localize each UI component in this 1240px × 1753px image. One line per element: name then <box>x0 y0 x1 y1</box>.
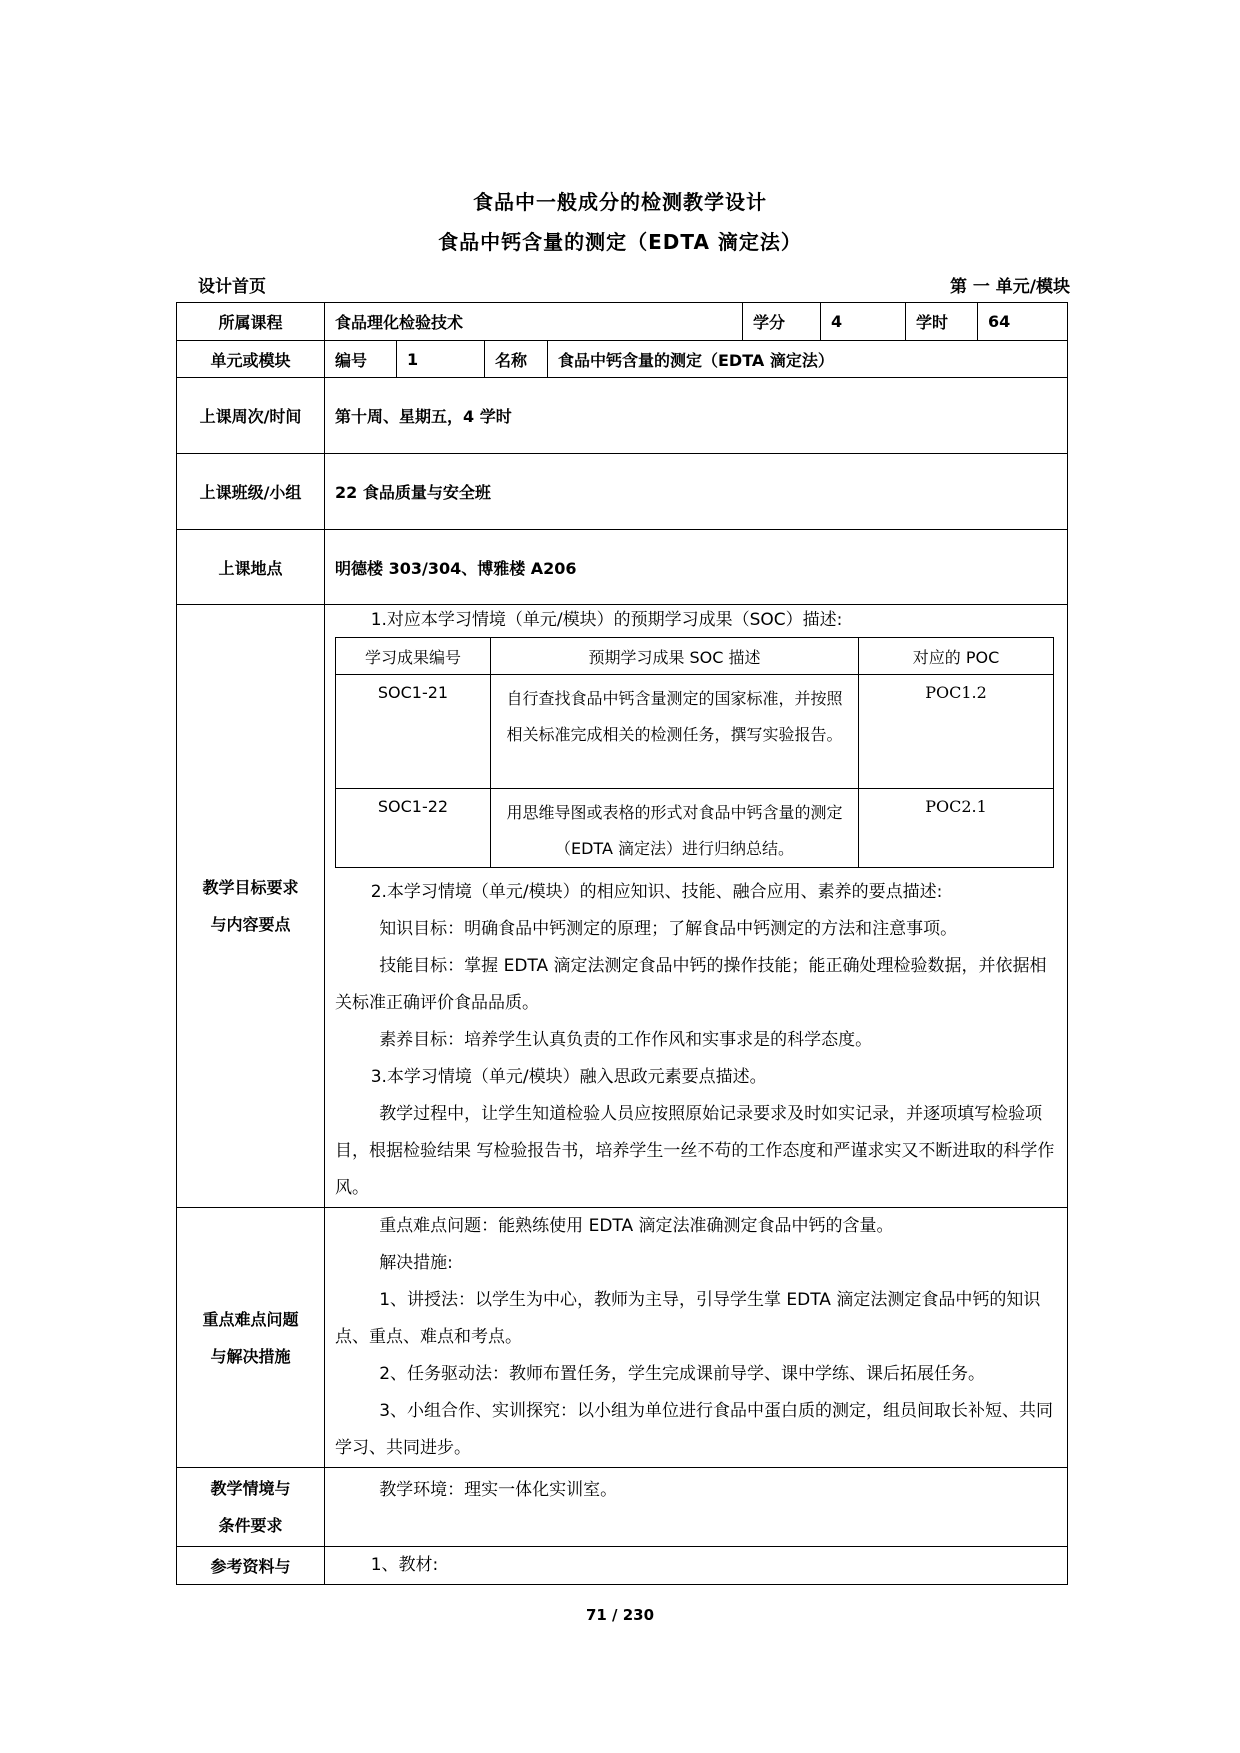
env-content <box>325 1468 1068 1547</box>
soc-row2-desc: 用思维导图或表格的形式对食品中钙含量的测定（EDTA 滴定法）进行归纳总结。 <box>491 789 859 868</box>
goals-p6: 3.本学习情境（单元/模块）融入思政元素要点描述。 <box>370 1067 767 1087</box>
goals-content <box>325 605 1068 1208</box>
key-content <box>325 1208 1068 1468</box>
credit-label: 学分 <box>743 303 821 341</box>
soc-table <box>335 637 1054 868</box>
row-course <box>177 303 1068 341</box>
header-right: 第 一 单元/模块 <box>949 277 1070 297</box>
env-value: 教学环境：理实一体化实训室。 <box>379 1480 618 1500</box>
row-goals <box>177 605 1068 1208</box>
soc-row1-poc: POC1.2 <box>859 675 1054 789</box>
ref-value: 1、教材: <box>370 1555 439 1575</box>
goals-label-line2: 与内容要点 <box>210 915 291 934</box>
goals-p7: 教学过程中，让学生知道检验人员应按照原始记录要求及时如实记录，并逐项填写检验项目，根据检验结果 写检验报告书，培养学生一丝不苟的工作态度和严谨求实又不断进取的科学作风。 <box>335 1104 1055 1198</box>
soc-header-id: 学习成果编号 <box>336 638 491 675</box>
design-table <box>176 302 1068 1585</box>
env-label <box>177 1468 325 1547</box>
class-value: 22 食品质量与安全班 <box>325 454 1068 530</box>
goals-p4: 技能目标：掌握 EDTA 滴定法测定食品中钙的操作技能；能正确处理检验数据，并依据相关标准正确评价食品品质。 <box>335 956 1047 1013</box>
soc-row2-id: SOC1-22 <box>336 789 491 868</box>
env-label-line2: 条件要求 <box>218 1516 283 1535</box>
goals-p3: 知识目标：明确食品中钙测定的原理；了解食品中钙测定的方法和注意事项。 <box>379 919 958 939</box>
ref-content <box>325 1547 1068 1585</box>
row-place <box>177 530 1068 605</box>
row-key <box>177 1208 1068 1468</box>
soc-row1-desc: 自行查找食品中钙含量测定的国家标准，并按照相关标准完成相关的检测任务，撰写实验报告。 <box>491 675 859 789</box>
unit-name-label: 名称 <box>485 341 548 378</box>
soc-row2-poc: POC2.1 <box>859 789 1054 868</box>
unit-num-value: 1 <box>397 341 485 378</box>
key-p4: 2、任务驱动法：教师布置任务，学生完成课前导学、课中学练、课后拓展任务。 <box>379 1364 986 1384</box>
document-subtitle: 食品中钙含量的测定（EDTA 滴定法） <box>438 230 802 254</box>
key-label <box>177 1208 325 1468</box>
time-value: 第十周、星期五，4 学时 <box>325 378 1068 454</box>
row-ref <box>177 1547 1068 1585</box>
row-time <box>177 378 1068 454</box>
course-value: 食品理化检验技术 <box>325 303 743 341</box>
unit-label: 单元或模块 <box>177 341 325 378</box>
course-label: 所属课程 <box>177 303 325 341</box>
goals-label <box>177 605 325 1208</box>
soc-header-desc: 预期学习成果 SOC 描述 <box>491 638 859 675</box>
header-left: 设计首页 <box>198 277 266 297</box>
goals-p1: 1.对应本学习情境（单元/模块）的预期学习成果（SOC）描述: <box>370 610 843 630</box>
page-number: 71 / 230 <box>585 1606 655 1624</box>
goals-p2: 2.本学习情境（单元/模块）的相应知识、技能、融合应用、素养的要点描述: <box>370 882 943 902</box>
goals-label-line1: 教学目标要求 <box>202 878 299 897</box>
soc-row1-id: SOC1-21 <box>336 675 491 789</box>
key-p3: 1、讲授法：以学生为中心，教师为主导，引导学生掌 EDTA 滴定法测定食品中钙的知识点、重点、难点和考点。 <box>335 1290 1041 1347</box>
row-env <box>177 1468 1068 1547</box>
soc-row <box>336 675 1054 789</box>
class-label: 上课班级/小组 <box>177 454 325 530</box>
unit-num-label: 编号 <box>325 341 397 378</box>
env-label-line1: 教学情境与 <box>210 1479 291 1498</box>
unit-name-value: 食品中钙含量的测定（EDTA 滴定法） <box>548 341 1068 378</box>
key-p2: 解决措施: <box>379 1253 453 1273</box>
place-value: 明德楼 303/304、博雅楼 A206 <box>325 530 1068 605</box>
ref-label: 参考资料与 <box>177 1547 325 1585</box>
goals-p5: 素养目标：培养学生认真负责的工作作风和实事求是的科学态度。 <box>379 1030 873 1050</box>
key-label-line2: 与解决措施 <box>210 1346 291 1366</box>
key-p5: 3、小组合作、实训探究：以小组为单位进行食品中蛋白质的测定，组员间取长补短、共同学习、共同进步。 <box>335 1401 1054 1458</box>
soc-row <box>336 789 1054 868</box>
row-unit <box>177 341 1068 378</box>
place-label: 上课地点 <box>177 530 325 605</box>
document-title: 食品中一般成分的检测教学设计 <box>473 190 767 214</box>
hours-label: 学时 <box>906 303 978 341</box>
hours-value: 64 <box>978 303 1068 341</box>
soc-header-poc: 对应的 POC <box>859 638 1054 675</box>
time-label: 上课周次/时间 <box>177 378 325 454</box>
key-p1: 重点难点问题：能熟练使用 EDTA 滴定法准确测定食品中钙的含量。 <box>379 1216 894 1236</box>
row-class <box>177 454 1068 530</box>
key-label-line1: 重点难点问题 <box>202 1309 299 1329</box>
soc-header-row <box>336 638 1054 675</box>
credit-value: 4 <box>821 303 906 341</box>
